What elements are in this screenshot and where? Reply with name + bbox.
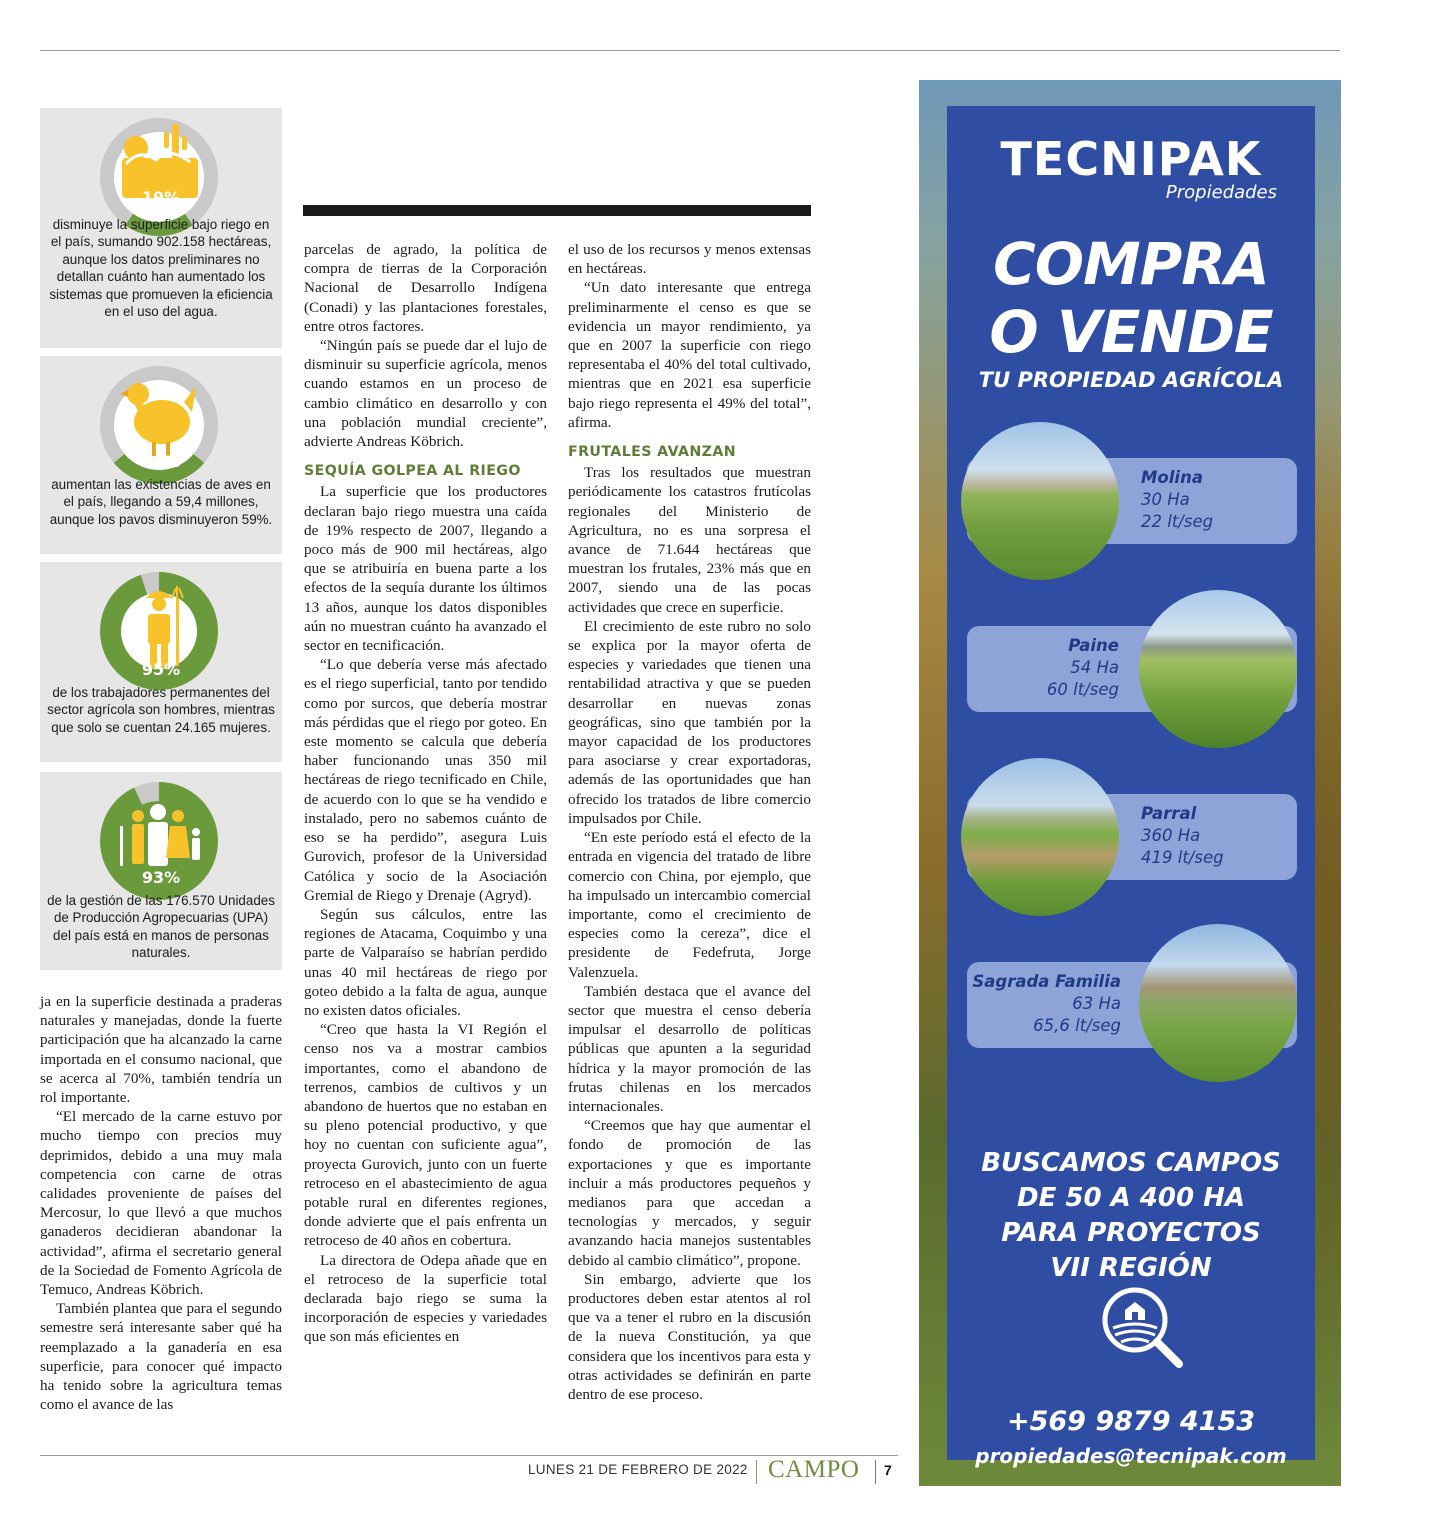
ad-headline-line: O VENDE xyxy=(989,298,1273,366)
cta-line: VII REGIÓN xyxy=(1050,1253,1212,1283)
property-flow: 65,6 lt/seg xyxy=(1033,1016,1121,1035)
paragraph: “Creo que hasta la VI Región el censo nos va a mostrar cambios importantes, como el abandono de terrenos, cambios de cultivos y un abandono de huertos que no estaban en su pleno potencial productivo, y que hoy no cuentan con suficiente agua”, proyecta Gurovich, junto con un fuerte retroceso en el abastecimiento de agua potable rural en diferentes regiones, donde advierte que el país enfrenta un retroceso de 40 años en cobertura. xyxy=(304,1021,547,1250)
stat-caption: de la gestión de las 176.570 Unidades de Producción Agropecuarias (UPA) del país está en manos de personas naturales. xyxy=(47,893,275,961)
top-rule xyxy=(40,50,1340,51)
property-photo xyxy=(1139,590,1297,748)
paragraph: La directora de Odepa añade que en el retroceso de la superficie total declarada bajo riego se suma la incorporación de especies y variedades que son más eficientes en xyxy=(304,1251,547,1346)
paragraph: “Ningún país se puede dar el lujo de disminuir su superficie agrícola, menos cuando estamos en un proceso de cambio climático en desarrollo y con una población mundial creciente”, advierte Andreas Köbrich. xyxy=(304,337,547,451)
paragraph: ja en la superficie destinada a praderas naturales y manejadas, donde la fuerte participación que ha alcanzado la carne importada en el consumo nacional, que se acerca al 70%, también tendría un rol importante. xyxy=(40,993,282,1107)
property-name: Paine xyxy=(1068,636,1119,655)
property-name: Molina xyxy=(1141,468,1203,487)
stat-percent: 28% xyxy=(141,452,181,471)
ad-headline xyxy=(947,230,1315,366)
stat-card-workers xyxy=(40,562,282,762)
property-search-icon xyxy=(1095,1280,1191,1376)
footer-section-name: CAMPO xyxy=(768,1456,860,1483)
subheading-frutales: FRUTALES AVANZAN xyxy=(568,444,737,461)
paragraph: el uso de los recursos y menos extensas en hectáreas. xyxy=(568,241,811,278)
stat-percent: 19% xyxy=(141,188,181,207)
stat-card-poultry xyxy=(40,356,282,554)
stat-card-upa xyxy=(40,772,282,970)
cta-line: DE 50 A 400 HA xyxy=(1016,1183,1245,1213)
stat-caption: de los trabajadores permanentes del sector agrícola son hombres, mientras que solo se cuentan 24.165 mujeres. xyxy=(47,685,275,735)
property-area: 54 Ha xyxy=(1070,658,1119,677)
subheading-sequia: SEQUÍA GOLPEA AL RIEGO xyxy=(304,463,521,480)
property-photo xyxy=(961,422,1119,580)
property-flow: 60 lt/seg xyxy=(1046,680,1119,699)
ad-subheadline: TU PROPIEDAD AGRÍCOLA xyxy=(978,368,1284,392)
footer-separator xyxy=(875,1460,876,1484)
paragraph: La superficie que los productores declaran bajo riego muestra una caída de 19% respecto de 2007, llegando a poco más de 900 mil hectáreas, algo que se atribuiría en buena parte a los efectos de la sequía durante los últimos 13 años, aunque los datos disponibles aún no muestran cuánto ha avanzado el sector en tecnificación. xyxy=(304,483,547,655)
paragraph: Tras los resultados que muestran periódicamente los catastros frutícolas regionales del Ministerio de Agricultura, no es una sorpresa el avance de 71.644 hectáreas que muestran los frutales, 23% más que en 2007, siendo una de las pocas actividades que crece en superficie. xyxy=(568,464,811,616)
ad-call-to-action xyxy=(947,1146,1315,1286)
article-column-3 xyxy=(568,240,811,1404)
ad-headline-line: COMPRA xyxy=(993,230,1269,298)
section-bar xyxy=(303,205,811,216)
ad-email[interactable]: propiedades@tecnipak.com xyxy=(975,1444,1287,1468)
property-area: 360 Ha xyxy=(1141,826,1201,845)
footer-separator xyxy=(756,1460,757,1484)
stat-caption: disminuye la superficie bajo riego en el país, sumando 902.158 hectáreas, aunque los datos preliminares no detallan cuánto han aumentado los sistemas que promueven la eficiencia en el uso del agua. xyxy=(49,217,273,320)
cta-line: BUSCAMOS CAMPOS xyxy=(981,1148,1281,1178)
paragraph: El crecimiento de este rubro no solo se explica por la mayor oferta de especies y variedades que tienen una rentabilidad atractiva y que se pueden desarrollar en nuevas zonas geográficas, sino que también por la mayor capacidad de los productores para asociarse y crear exportadoras, además de las oportunidades que han ofrecido los tratados de libre comercio impulsados por Chile. xyxy=(568,617,811,827)
page-number: 7 xyxy=(884,1462,892,1478)
ad-phone[interactable]: +569 9879 4153 xyxy=(1006,1406,1256,1437)
paragraph: Según sus cálculos, entre las regiones de Atacama, Coquimbo y una parte de Valparaíso se habrían perdido unas 40 mil hectáreas de riego por goteo debido a la falta de agua, aunque no existen datos oficiales. xyxy=(304,905,547,1019)
paragraph: También destaca que el avance del sector que muestra el censo debería impulsar el desarrollo de políticas públicas que apunten a la seguridad hídrica y la mayor promoción de las frutas chilenas en los mercados internacionales. xyxy=(568,982,811,1115)
property-photo xyxy=(1139,924,1297,1082)
paragraph: “Lo que debería verse más afectado es el riego superficial, tanto por tendido como por surcos, que debería mostrar más pérdidas que el riego por goteo. En este momento se calcula que debería haber funcionando unas 350 mil hectáreas de riego tecnificado en Chile, de acuerdo con lo que se ha vendido e instalado, pero no sabemos cuánto de eso se ha perdido”, asegura Luis Gurovich, profesor de la Universidad Católica y socio de la Asociación Gremial de Riego y Drenaje (Agryd). xyxy=(304,656,547,904)
stat-caption: aumentan las existencias de aves en el país, llegando a 59,4 millones, aunque los pavos disminuyeron 59%. xyxy=(49,477,273,527)
property-name: Parral xyxy=(1141,804,1197,823)
article-column-2 xyxy=(304,240,547,1347)
paragraph: También plantea que para el segundo semestre será interesante saber qué ha reemplazado a la ganadería en esa superficie, para conocer qué impacto ha tenido sobre la agricultura temas como el avance de las xyxy=(40,1300,282,1414)
ad-panel xyxy=(947,106,1315,1468)
ad-brand-subtitle: Propiedades xyxy=(1165,182,1277,203)
footer-date: LUNES 21 DE FEBRERO DE 2022 xyxy=(528,1462,748,1477)
paragraph: “Creemos que hay que aumentar el fondo de promoción de las exportaciones y que es importante incluir a más productores pequeños y medianos para que accedan a tecnologías y mercados, y seguir avanzando hacia manejos sustentables debido al cambio climático”, propone. xyxy=(568,1117,811,1269)
property-area: 63 Ha xyxy=(1072,994,1121,1013)
paragraph: Sin embargo, advierte que los productores deben estar atentos al rol que va a tener el rubro en la discusión de la nueva Constitución, ya que considera que los incentivos para esta y otras actividades se definirán en parte dentro de ese proceso. xyxy=(568,1270,811,1403)
property-flow: 419 lt/seg xyxy=(1141,848,1224,867)
property-photo xyxy=(961,758,1119,916)
advertisement[interactable] xyxy=(919,80,1341,1486)
paragraph: “En este período está el efecto de la entrada en vigencia del tratado de libre comercio con China, por ejemplo, que ha impulsado un intercambio comercial importante, como el crecimiento de especies como la cereza”, dice el presidente de Fedefruta, Jorge Valenzuela. xyxy=(568,829,811,981)
article-column-1 xyxy=(40,992,282,1414)
paragraph: “Un dato interesante que entrega preliminarmente el censo es que se evidencia un mayor rendimiento, ya que en 2007 la superficie con riego representaba el 40% del total cultivado, mientras que en 2021 esa superficie bajo riego representa el 49% del total”, afirma. xyxy=(568,279,811,431)
stat-percent: 93% xyxy=(141,868,181,887)
property-name: Sagrada Familia xyxy=(972,972,1121,991)
ad-brand-logo: TECNIPAK xyxy=(1000,132,1262,186)
stat-percent: 95% xyxy=(141,660,181,679)
paragraph: parcelas de agrado, la política de compra de tierras de la Corporación Nacional de Desarrollo Indígena (Conadi) y las plantaciones forestales, entre otros factores. xyxy=(304,241,547,335)
property-area: 30 Ha xyxy=(1141,490,1190,509)
stat-card-irrigation xyxy=(40,108,282,348)
cta-line: PARA PROYECTOS xyxy=(1001,1218,1261,1248)
property-flow: 22 lt/seg xyxy=(1141,512,1214,531)
paragraph: “El mercado de la carne estuvo por mucho tiempo con precios muy deprimidos, debido a una muy mala competencia con carne de otras calidades proveniente de países del Mercosur, lo que llevó a que muchos ganaderos decidieran abandonar la actividad”, afirma el secretario general de la Sociedad de Fomento Agrícola de Temuco, Andreas Köbrich. xyxy=(40,1108,282,1299)
